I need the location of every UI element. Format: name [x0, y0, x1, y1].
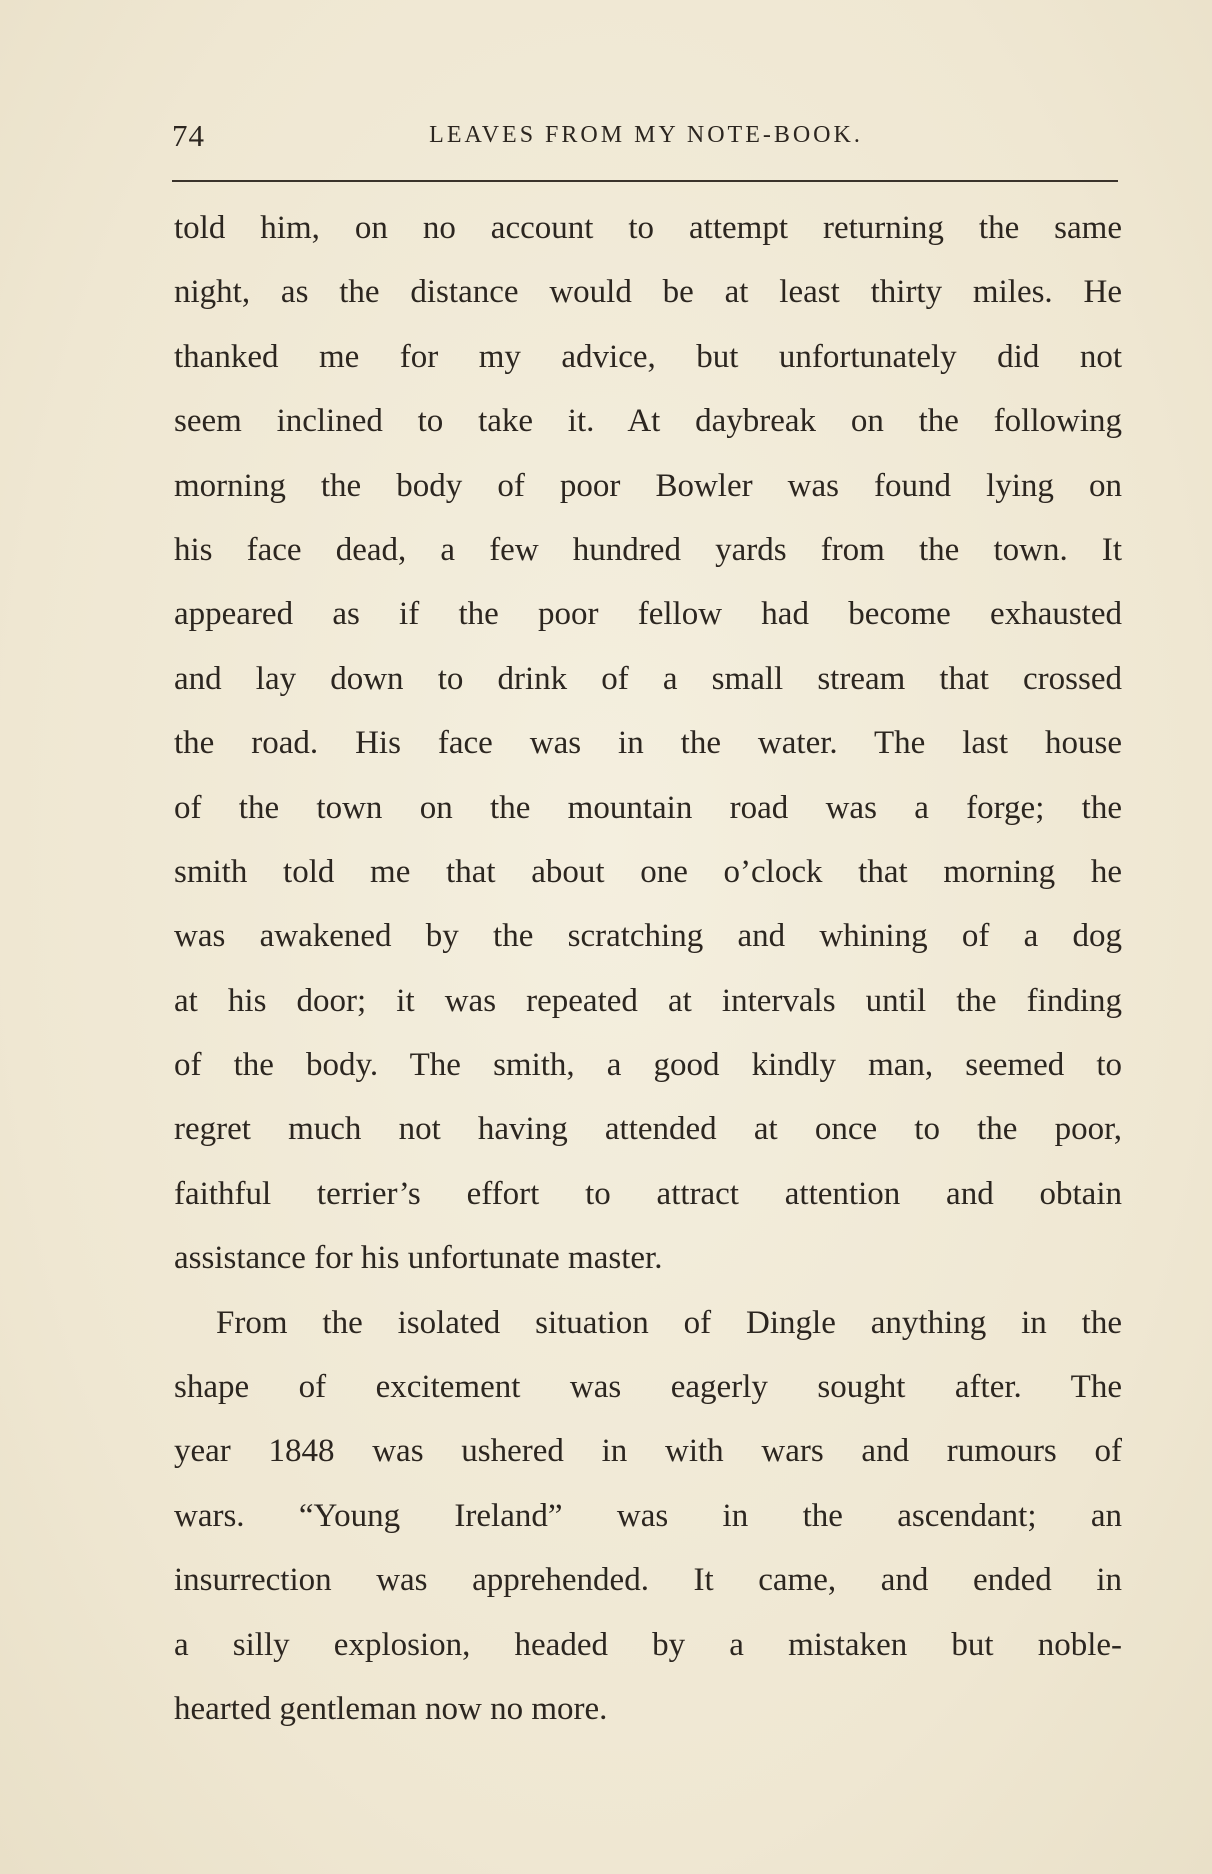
body-text	[174, 196, 1122, 1741]
text-line: thanked me for my advice, but unfortunately did not	[174, 338, 1122, 375]
paragraph-end-line: assistance for his unfortunate master.	[174, 1240, 663, 1277]
paragraph-first-line: From the isolated situation of Dingle anything in the	[216, 1304, 1122, 1341]
running-head	[172, 118, 1120, 158]
text-line: faithful terrier’s effort to attract attention and obtain	[174, 1175, 1122, 1212]
paragraph-end-line: hearted gentleman now no more.	[174, 1690, 608, 1727]
text-line: was awakened by the scratching and whining of a dog	[174, 918, 1122, 955]
text-line: and lay down to drink of a small stream that crossed	[174, 660, 1122, 697]
page-number: 74	[172, 118, 205, 153]
text-line: at his door; it was repeated at intervals until the finding	[174, 982, 1122, 1019]
text-line: wars. “Young Ireland” was in the ascendant; an	[174, 1497, 1122, 1534]
text-line: of the body. The smith, a good kindly man, seemed to	[174, 1047, 1122, 1084]
text-line: a silly explosion, headed by a mistaken but noble-	[174, 1626, 1122, 1663]
text-line: smith told me that about one o’clock that morning he	[174, 853, 1122, 890]
text-line: shape of excitement was eagerly sought after. The	[174, 1369, 1122, 1406]
text-line: regret much not having attended at once to the poor,	[174, 1111, 1122, 1148]
text-line: told him, on no account to attempt returning the same	[174, 210, 1122, 246]
running-title: LEAVES FROM MY NOTE-BOOK.	[429, 122, 863, 148]
text-line: his face dead, a few hundred yards from the town. It	[174, 531, 1122, 568]
text-line: year 1848 was ushered in with wars and rumours of	[174, 1433, 1122, 1470]
text-line: night, as the distance would be at least thirty miles. He	[174, 274, 1122, 311]
text-line: insurrection was apprehended. It came, and ended in	[174, 1562, 1122, 1599]
text-line: of the town on the mountain road was a forge; the	[174, 789, 1122, 826]
text-line: seem inclined to take it. At daybreak on the following	[174, 403, 1122, 440]
text-line: morning the body of poor Bowler was found lying on	[174, 467, 1122, 504]
header-rule	[172, 180, 1118, 182]
text-line: the road. His face was in the water. The last house	[174, 725, 1122, 762]
text-line: appeared as if the poor fellow had become exhausted	[174, 596, 1122, 633]
